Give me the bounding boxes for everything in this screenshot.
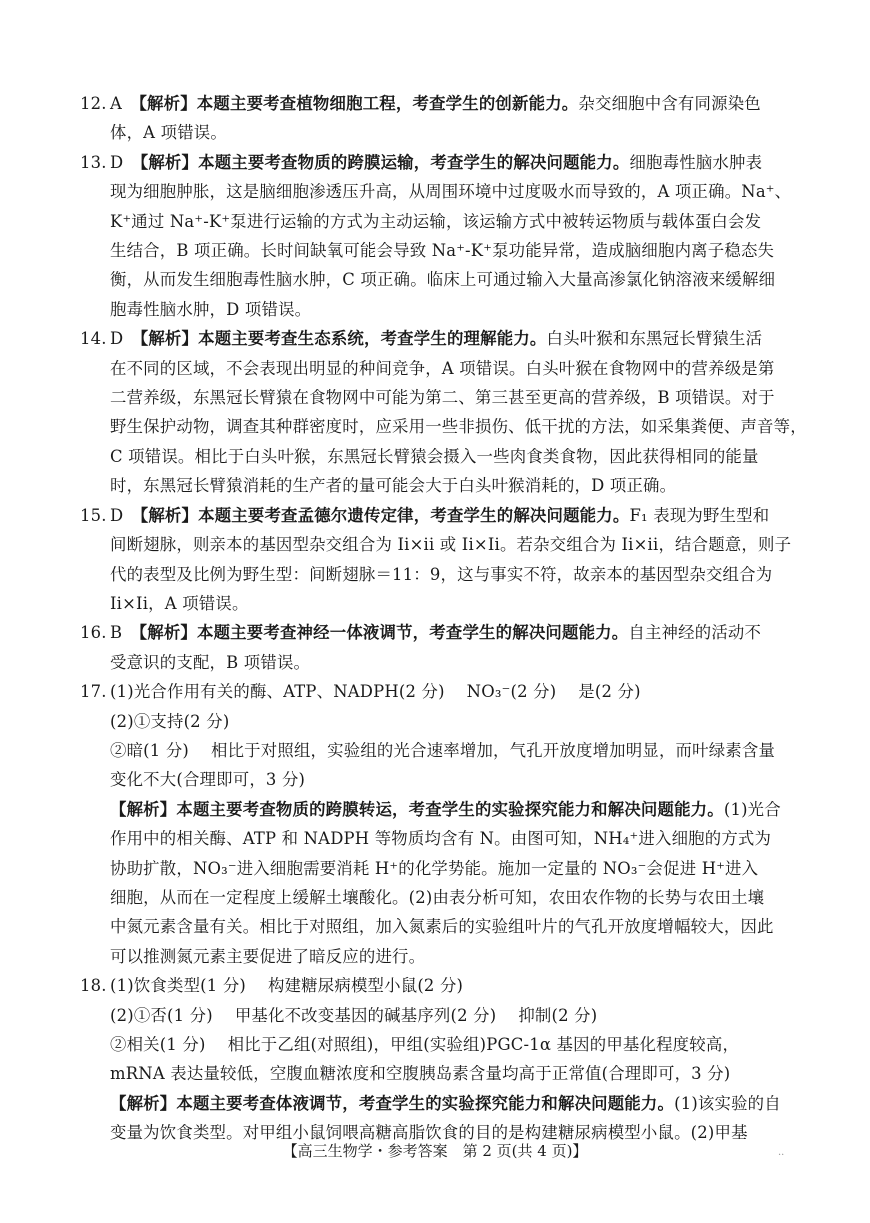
text-line (110, 354, 798, 383)
text-line (110, 942, 798, 971)
text-line (110, 530, 798, 559)
text-segment: 受意识的支配，B 项错误。 (110, 652, 311, 672)
text-segment: 白头叶猴和东黑冠长臂猿生活 (546, 329, 763, 349)
analysis-heading: 【解析】本题主要考查植物细胞工程，考查学生的创新能力。 (138, 94, 579, 113)
text-line (110, 412, 807, 441)
text-segment: (2)①否(1 分) 甲基化不改变基因的碱基序列(2 分) 抑制(2 分) (110, 1005, 598, 1025)
text-line (110, 560, 798, 589)
text-segment: 可以推测氮元素主要促进了暗反应的进行。 (110, 946, 426, 966)
text-line (110, 971, 798, 1000)
item-number: 14. (80, 329, 107, 349)
answer-item (80, 1089, 798, 1148)
text-line (110, 383, 798, 412)
text-line (110, 648, 798, 677)
text-segment: 细胞毒性脑水肿表 (629, 152, 763, 172)
corner-mark: ·· (778, 1150, 785, 1161)
text-segment: 野生保护动物，调查其种群密度时，应采用一些非损伤、低干扰的方法，如采集粪便、声音等， (110, 417, 807, 437)
text-line (110, 618, 798, 647)
text-line (110, 295, 798, 324)
item-number: 12. (80, 94, 107, 113)
text-segment: 间断翅脉，则亲本的基因型杂交组合为 Ii×ii 或 Ii×Ii。若杂交组合为 Ii×ii，结合题意，则子 (110, 535, 792, 555)
answer-item (80, 148, 798, 324)
text-segment: 衡，从而发生细胞毒性脑水肿，C 项正确。临床上可通过输入大量高渗氯化钠溶液来缓解细 (110, 270, 776, 290)
item-number: 13. (80, 152, 107, 172)
text-line (110, 1030, 798, 1059)
text-line (110, 501, 798, 530)
text-segment: D (110, 152, 140, 172)
text-line (110, 118, 798, 147)
text-line (110, 1089, 798, 1118)
text-segment: B (110, 623, 139, 643)
text-line (110, 795, 798, 824)
item-number: 18. (80, 976, 107, 996)
text-segment: (1)饮食类型(1 分) 构建糖尿病模型小鼠(2 分) (110, 976, 464, 996)
analysis-heading: 【解析】本题主要考查孟德尔遗传定律，考查学生的解决问题能力。 (139, 505, 630, 525)
text-line (110, 324, 798, 353)
text-segment: (1)该实验的自 (674, 1093, 781, 1113)
answer-item (80, 89, 798, 148)
text-segment: A (110, 94, 139, 113)
item-number: 15. (80, 505, 107, 525)
answer-item (80, 971, 798, 1089)
text-segment: 中氮元素含量有关。相比于对照组，加入氮素后的实验组叶片的气孔开放度增幅较大，因此 (110, 917, 774, 937)
text-segment: 自主神经的活动不 (628, 623, 762, 643)
analysis-heading: 【解析】本题主要考查体液调节，考查学生的实验探究能力和解决问题能力。 (110, 1093, 675, 1113)
text-line (110, 1001, 798, 1030)
text-segment: D (110, 505, 140, 525)
page-footer: 【高三生物学・参考答案 第 2 页(共 4 页)】 (282, 1142, 588, 1160)
text-line (110, 765, 798, 794)
text-segment: mRNA 表达量较低，空腹血糖浓度和空腹胰岛素含量均高于正常值(合理即可，3 分) (110, 1064, 731, 1084)
text-line (110, 442, 798, 471)
text-line (110, 854, 798, 883)
text-line (110, 589, 798, 618)
analysis-heading: 【解析】本题主要考查神经一体液调节，考查学生的解决问题能力。 (138, 623, 629, 643)
text-segment: 协助扩散，NO₃⁻进入细胞需要消耗 H⁺的化学势能。施加一定量的 NO₃⁻会促进 H⁺进入 (110, 858, 759, 878)
text-line (110, 89, 798, 118)
text-segment: ②暗(1 分) 相比于对照组，实验组的光合速率增加，气孔开放度增加明显，而叶绿素含量 (110, 740, 776, 760)
text-line (110, 736, 798, 765)
text-segment: F₁ 表现为野生型和 (629, 505, 770, 525)
text-segment: ②相关(1 分) 相比于乙组(对照组)，甲组(实验组)PGC-1α 基因的甲基化程度较高， (110, 1035, 740, 1054)
item-number: 16. (80, 623, 107, 643)
text-segment: 胞毒性脑水肿，D 项错误。 (110, 299, 312, 319)
text-line (110, 148, 798, 177)
text-line (110, 707, 798, 736)
text-segment: 杂交细胞中含有同源染色 (578, 94, 761, 113)
text-segment: 变化不大(合理即可，3 分) (110, 770, 306, 790)
answer-item (80, 795, 798, 971)
text-line (110, 883, 798, 912)
text-segment: D (110, 329, 140, 349)
text-segment: 代的表型及比例为野生型：间断翅脉＝11：9，这与事实不符，故亲本的基因型杂交组合为 (110, 564, 773, 584)
answer-item (80, 501, 798, 619)
text-segment: (2)①支持(2 分) (110, 711, 230, 731)
text-segment: 现为细胞肿胀，这是脑细胞渗透压升高，从周围环境中过度吸水而导致的，A 项正确。Na⁺、 (110, 182, 792, 202)
text-segment: 细胞，从而在一定程度上缓解土壤酸化。(2)由表分析可知，农田农作物的长势与农田土壤 (110, 887, 765, 907)
text-line (110, 207, 798, 236)
answer-content (80, 89, 807, 1148)
answer-item (80, 324, 807, 500)
text-segment: 在不同的区域，不会表现出明显的种间竞争，A 项错误。白头叶猴在食物网中的营养级是第 (110, 358, 775, 378)
text-line (110, 265, 798, 294)
text-segment: (1)光合作用有关的酶、ATP、NADPH(2 分) NO₃⁻(2 分) 是(2 分) (110, 682, 641, 702)
text-segment: 变量为饮食类型。对甲组小鼠饲喂高糖高脂饮食的目的是构建糖尿病模型小鼠。(2)甲基 (110, 1123, 748, 1143)
text-line (110, 177, 798, 206)
text-segment: C 项错误。相比于白头叶猴，东黑冠长臂猿会摄入一些肉食类食物，因此获得相同的能量 (110, 446, 759, 466)
text-line (110, 912, 798, 941)
text-segment: 二营养级，东黑冠长臂猿在食物网中可能为第二、第三甚至更高的营养级，B 项错误。对于 (110, 388, 775, 408)
text-segment: 体，A 项错误。 (110, 123, 227, 143)
text-line (110, 824, 798, 853)
analysis-heading: 【解析】本题主要考查生态系统，考查学生的理解能力。 (139, 329, 547, 349)
item-number: 17. (80, 682, 107, 702)
text-segment: K⁺通过 Na⁺-K⁺泵进行运输的方式为主动运输，该运输方式中被转运物质与载体蛋白会发 (110, 211, 762, 231)
text-segment: Ii×Ii，A 项错误。 (110, 593, 249, 613)
text-line (110, 1059, 798, 1088)
answer-item (80, 618, 798, 677)
answer-item (80, 677, 798, 795)
text-line (110, 236, 798, 265)
text-segment: 生结合，B 项正确。长时间缺氧可能会导致 Na⁺-K⁺泵功能异常，造成脑细胞内离子稳态失 (110, 241, 775, 261)
text-segment: 时，东黑冠长臂猿消耗的生产者的量可能会大于白头叶猴消耗的，D 项正确。 (110, 476, 677, 496)
text-segment: (1)光合 (723, 799, 781, 819)
analysis-heading: 【解析】本题主要考查物质的跨膜转运，考查学生的实验探究能力和解决问题能力。 (110, 799, 724, 819)
text-line (110, 471, 798, 500)
text-line (110, 677, 798, 706)
analysis-heading: 【解析】本题主要考查物质的跨膜运输，考查学生的解决问题能力。 (139, 152, 630, 172)
text-segment: 作用中的相关酶、ATP 和 NADPH 等物质均含有 N。由图可知，NH₄⁺进入细胞的方式为 (110, 829, 772, 849)
